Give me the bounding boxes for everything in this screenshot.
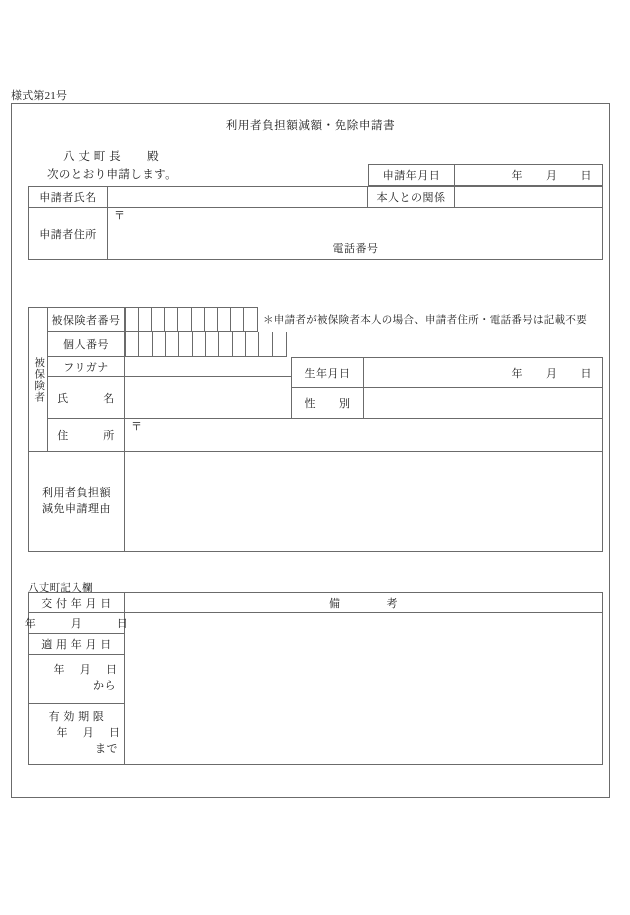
postal-mark-icon: 〒 — [114, 210, 126, 222]
insured-number-label: 被保険者番号 — [48, 307, 125, 332]
addressee-honorific: 殿 — [147, 151, 160, 163]
remarks-input[interactable] — [125, 613, 603, 765]
remarks-header: 備 考 — [125, 592, 603, 613]
reason-input[interactable] — [125, 452, 603, 552]
birthdate-label: 生年月日 — [292, 357, 364, 388]
statement-line: 次のとおり申請します。 — [47, 169, 177, 181]
insured-address-input[interactable] — [125, 419, 603, 452]
gender-label: 性 別 — [292, 388, 364, 419]
applicant-address-label: 申請者住所 — [28, 208, 108, 260]
application-date-label: 申請年月日 — [368, 164, 455, 186]
page-title: 利用者負担額減額・免除申請書 — [225, 120, 396, 132]
applicant-name-label: 申請者氏名 — [28, 186, 108, 208]
birthdate-value[interactable]: 年 月 日 — [364, 357, 603, 388]
gender-value[interactable] — [364, 388, 603, 419]
applicant-name-input[interactable] — [108, 186, 368, 208]
furigana-label: フリガナ — [48, 357, 125, 377]
relationship-label: 本人との関係 — [368, 186, 455, 208]
insured-vertical-label: 被保険者 — [28, 307, 48, 452]
postal-mark-icon-insured: 〒 — [131, 421, 143, 433]
office-row-application-date-label: 適 用 年 月 日 — [28, 634, 125, 655]
phone-label: 電話番号 — [332, 243, 379, 255]
addressee-line — [63, 148, 159, 164]
application-date-value[interactable]: 年 月 日 — [455, 164, 603, 186]
office-row-issue-date-value[interactable]: 年 月 日 — [28, 613, 125, 634]
office-row-issue-date-label: 交 付 年 月 日 — [28, 592, 125, 613]
personal-number-boxes[interactable] — [125, 332, 287, 357]
insured-name-label: 氏 名 — [48, 377, 125, 419]
furigana-input[interactable] — [125, 357, 292, 377]
office-section-heading: 八丈町記入欄 — [28, 583, 93, 594]
insured-note: ＊申請者が被保険者本人の場合、申請者住所・電話番号は記載不要 — [263, 315, 587, 326]
office-row-application-date-from[interactable]: 年 月 日 から — [28, 655, 125, 704]
insured-name-input[interactable] — [125, 377, 292, 419]
form-number: 様式第21号 — [11, 90, 68, 102]
personal-number-label: 個人番号 — [48, 332, 125, 357]
relationship-input[interactable] — [455, 186, 603, 208]
insured-address-label: 住 所 — [48, 419, 125, 452]
office-row-valid-period[interactable]: 有 効 期 限 年 月 日 まで — [28, 704, 125, 765]
addressee-name: 八 丈 町 長 — [63, 151, 122, 163]
insured-number-boxes[interactable] — [125, 307, 258, 332]
reason-label: 利用者負担額 減免申請理由 — [28, 452, 125, 552]
